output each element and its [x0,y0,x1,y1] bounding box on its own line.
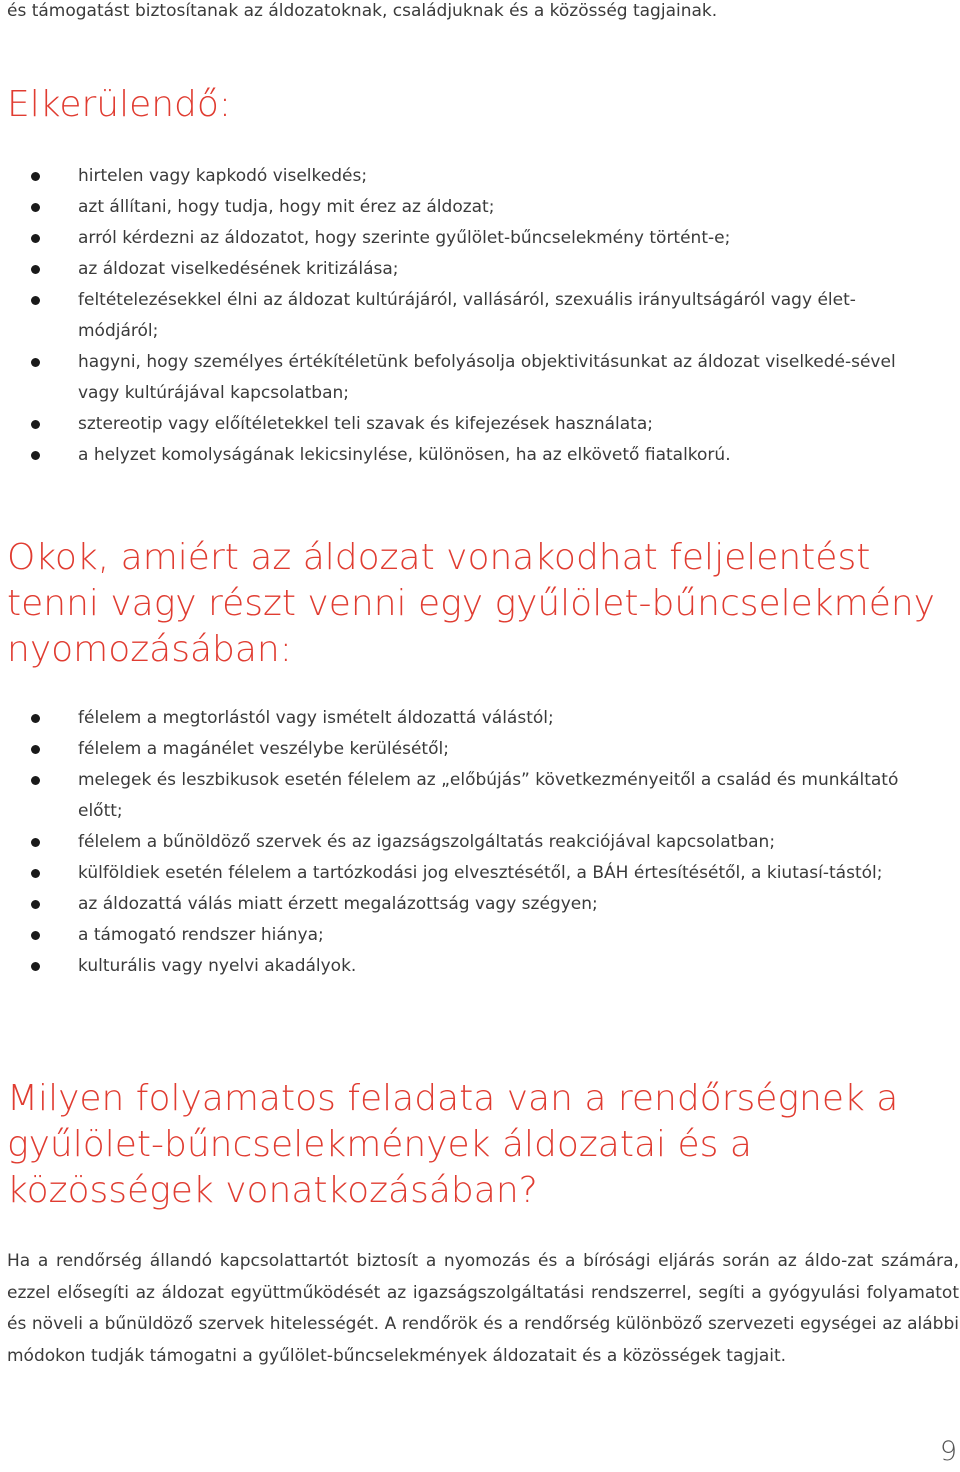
list-item: az áldozat viselkedésének kritizálása; [7,254,912,285]
bullet-icon [31,358,40,367]
list-item: kulturális vagy nyelvi akadályok. [7,951,912,982]
bullet-icon [31,172,40,181]
list-item: arról kérdezni az áldozatot, hogy szerinte gyűlölet-bűncselekmény történt-e; [7,223,912,254]
heading-avoid: Elkerülendő: [7,84,232,125]
list-item: sztereotip vagy előítéletekkel teli szavak és kifejezések használata; [7,409,912,440]
bullet-icon [31,420,40,429]
bullet-icon [31,931,40,940]
list-item: melegek és leszbikusok esetén félelem az „előbújás” következményeitől a család és munkáltató előtt; [7,765,912,827]
list-item: feltételezésekkel élni az áldozat kultúrájáról, vallásáról, szexuális irányultságáról vagy élet-módjáról; [7,285,912,347]
bullet-icon [31,900,40,909]
bullet-icon [31,451,40,460]
bullet-icon [31,714,40,723]
bullet-icon [31,265,40,274]
bullet-icon [31,776,40,785]
list-item: hirtelen vagy kapkodó viselkedés; [7,161,912,192]
police-paragraph: Ha a rendőrség állandó kapcsolattartót biztosít a nyomozás és a bírósági eljárás során az áldo-zat számára, ezzel elősegíti az áldozat együttműködését az igazságszolgáltatási rendszerrel, segíti a gyógyulási folyamatot és növeli a bűnüldöző szervek hitelességét. A rendőrök és a rendőrség különböző szervezeti egységei az alábbi módokon tudják támogatni a gyűlölet-bűncselekmények áldozatait és a közösségek tagjait. [7,1251,959,1366]
bullet-icon [31,869,40,878]
avoid-list [7,161,912,471]
bullet-icon [31,203,40,212]
list-item: félelem a megtorlástól vagy ismételt áldozattá válástól; [7,703,912,734]
reasons-list [7,703,912,982]
bullet-icon [31,838,40,847]
list-item: az áldozattá válás miatt érzett megalázottság vagy szégyen; [7,889,912,920]
list-item: azt állítani, hogy tudja, hogy mit érez az áldozat; [7,192,912,223]
bullet-icon [31,962,40,971]
heading-reasons: Okok, amiért az áldozat vonakodhat feljelentést tenni vagy részt venni egy gyűlölet-bűncselekmény nyomozásában: [7,537,935,670]
intro-line: és támogatást biztosítanak az áldozatoknak, családjuknak és a közösség tagjainak. [7,1,718,21]
list-item: félelem a magánélet veszélybe kerülésétől; [7,734,912,765]
list-item: hagyni, hogy személyes értékítéletünk befolyásolja objektivitásunkat az áldozat viselkedé-sével vagy kultúrájával kapcsolatban; [7,347,912,409]
list-item: a támogató rendszer hiánya; [7,920,912,951]
bullet-icon [31,234,40,243]
heading-police: Milyen folyamatos feladata van a rendőrségnek a gyűlölet-bűncselekmények áldozatai és a közösségek vonatkozásában? [7,1078,899,1211]
bullet-icon [31,745,40,754]
list-item: a helyzet komolyságának lekicsinylése, különösen, ha az elkövető fiatalkorú. [7,440,912,471]
list-item: külföldiek esetén félelem a tartózkodási jog elvesztésétől, a BÁH értesítésétől, a kiutasí-tástól; [7,858,912,889]
page-number: 9 [939,1436,957,1467]
bullet-icon [31,296,40,305]
list-item: félelem a bűnöldöző szervek és az igazságszolgáltatás reakciójával kapcsolatban; [7,827,912,858]
